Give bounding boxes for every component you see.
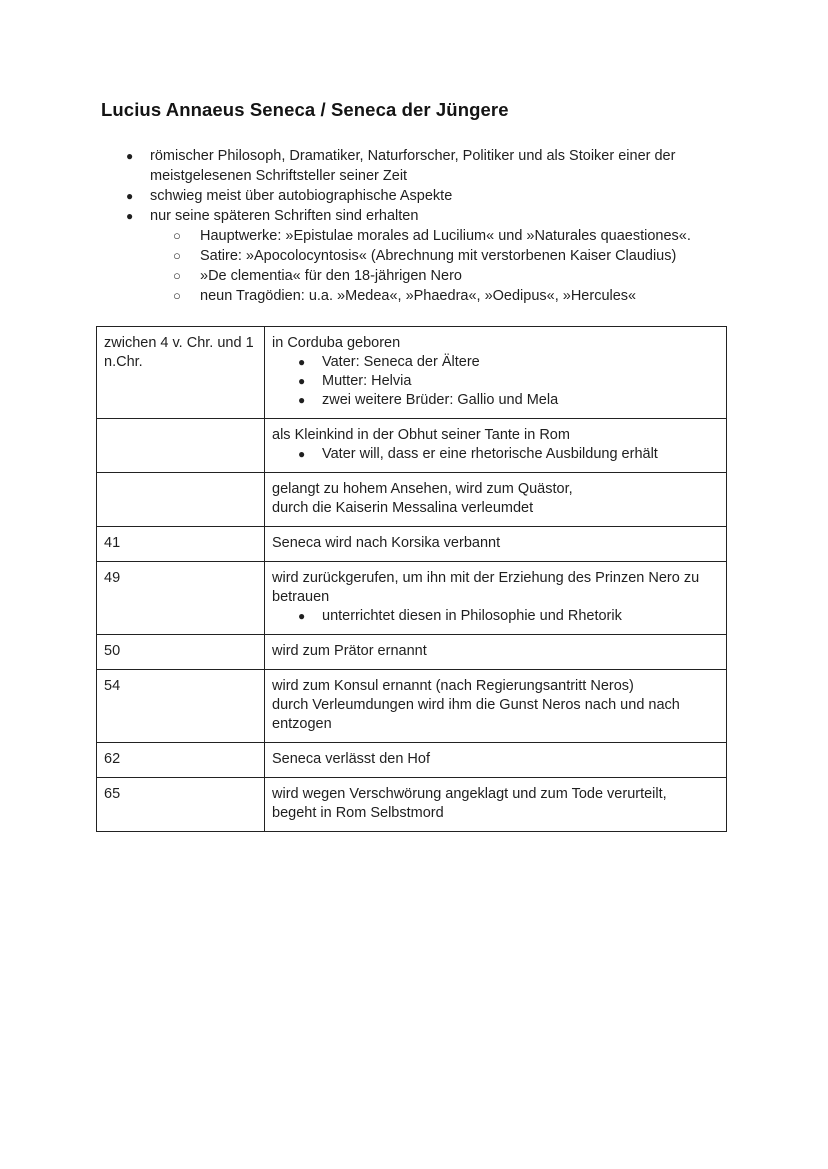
event-bullet: ● unterrichtet diesen in Philosophie und Rhetorik	[298, 608, 622, 624]
event-bullet: ● Vater will, dass er eine rhetorische Ausbildung erhält	[298, 446, 658, 462]
table-row	[97, 778, 727, 832]
event-line: begeht in Rom Selbstmord	[272, 805, 444, 821]
list-item: ● römischer Philosoph, Dramatiker, Naturforscher, Politiker und als Stoiker einer der meistgelesenen Schriftsteller seiner Zeit	[126, 148, 676, 184]
year-cell: 49	[97, 562, 265, 635]
year-cell	[97, 473, 265, 527]
intro-list	[0, 146, 828, 306]
timeline-body	[97, 327, 727, 832]
year-cell: zwichen 4 v. Chr. und 1 n.Chr.	[97, 327, 265, 419]
list-item: ● nur seine späteren Schriften sind erhalten	[126, 208, 419, 224]
bullet-icon: ●	[298, 355, 306, 369]
page-title: Lucius Annaeus Seneca / Seneca der Jüngere	[101, 99, 509, 120]
year-cell: 62	[97, 743, 265, 778]
bullet-icon: ●	[126, 209, 134, 223]
table-row	[97, 743, 727, 778]
event-bullet: ● Vater: Seneca der Ältere	[298, 354, 480, 370]
event-line: wird zum Prätor ernannt	[272, 643, 427, 659]
table-row	[97, 670, 727, 743]
year-cell	[97, 419, 265, 473]
circle-bullet-icon: ○	[173, 248, 181, 263]
event-line: gelangt zu hohem Ansehen, wird zum Quästor,	[272, 481, 573, 497]
bullet-icon: ●	[298, 374, 306, 388]
event-cell	[265, 562, 727, 635]
bullet-icon: ●	[298, 447, 306, 461]
timeline-table	[96, 326, 727, 832]
list-item: ○ Satire: »Apocolocyntosis« (Abrechnung mit verstorbenen Kaiser Claudius)	[173, 248, 677, 264]
year-cell: 65	[97, 778, 265, 832]
event-bullet: ● zwei weitere Brüder: Gallio und Mela	[298, 392, 559, 408]
table-row	[97, 473, 727, 527]
event-cell	[265, 670, 727, 743]
event-cell	[265, 635, 727, 670]
bullet-icon: ●	[126, 189, 134, 203]
year-cell: 54	[97, 670, 265, 743]
circle-bullet-icon: ○	[173, 228, 181, 243]
event-cell	[265, 327, 727, 419]
event-cell	[265, 778, 727, 832]
event-line: Seneca wird nach Korsika verbannt	[272, 535, 501, 551]
circle-bullet-icon: ○	[173, 288, 181, 303]
table-row	[97, 527, 727, 562]
event-cell	[265, 473, 727, 527]
list-item: ● schwieg meist über autobiographische Aspekte	[126, 188, 453, 204]
bullet-icon: ●	[298, 393, 306, 407]
list-item: ○ »De clementia« für den 18-jährigen Nero	[173, 268, 462, 284]
list-item: ○ Hauptwerke: »Epistulae morales ad Lucilium« und »Naturales quaestiones«.	[173, 228, 691, 244]
event-line: wird zurückgerufen, um ihn mit der Erziehung des Prinzen Nero zu betrauen	[272, 570, 700, 605]
year-cell: 50	[97, 635, 265, 670]
event-cell	[265, 743, 727, 778]
list-item: ○ neun Tragödien: u.a. »Medea«, »Phaedra«, »Oedipus«, »Hercules«	[173, 288, 637, 304]
event-cell	[265, 419, 727, 473]
table-row	[97, 562, 727, 635]
year-cell: 41	[97, 527, 265, 562]
event-line: wird wegen Verschwörung angeklagt und zum Tode verurteilt,	[272, 786, 667, 802]
bullet-icon: ●	[126, 149, 134, 163]
table-row	[97, 327, 727, 419]
event-bullet: ● Mutter: Helvia	[298, 373, 412, 389]
table-row	[97, 635, 727, 670]
event-line: Seneca verlässt den Hof	[272, 751, 430, 767]
event-line: wird zum Konsul ernannt (nach Regierungsantritt Neros)	[272, 678, 634, 694]
event-line: durch Verleumdungen wird ihm die Gunst Neros nach und nach entzogen	[272, 697, 680, 732]
table-row	[97, 419, 727, 473]
bullet-icon: ●	[298, 609, 306, 623]
event-line: in Corduba geboren	[272, 335, 401, 351]
circle-bullet-icon: ○	[173, 268, 181, 283]
event-line: als Kleinkind in der Obhut seiner Tante in Rom	[272, 427, 570, 443]
event-line: durch die Kaiserin Messalina verleumdet	[272, 500, 534, 516]
event-cell	[265, 527, 727, 562]
